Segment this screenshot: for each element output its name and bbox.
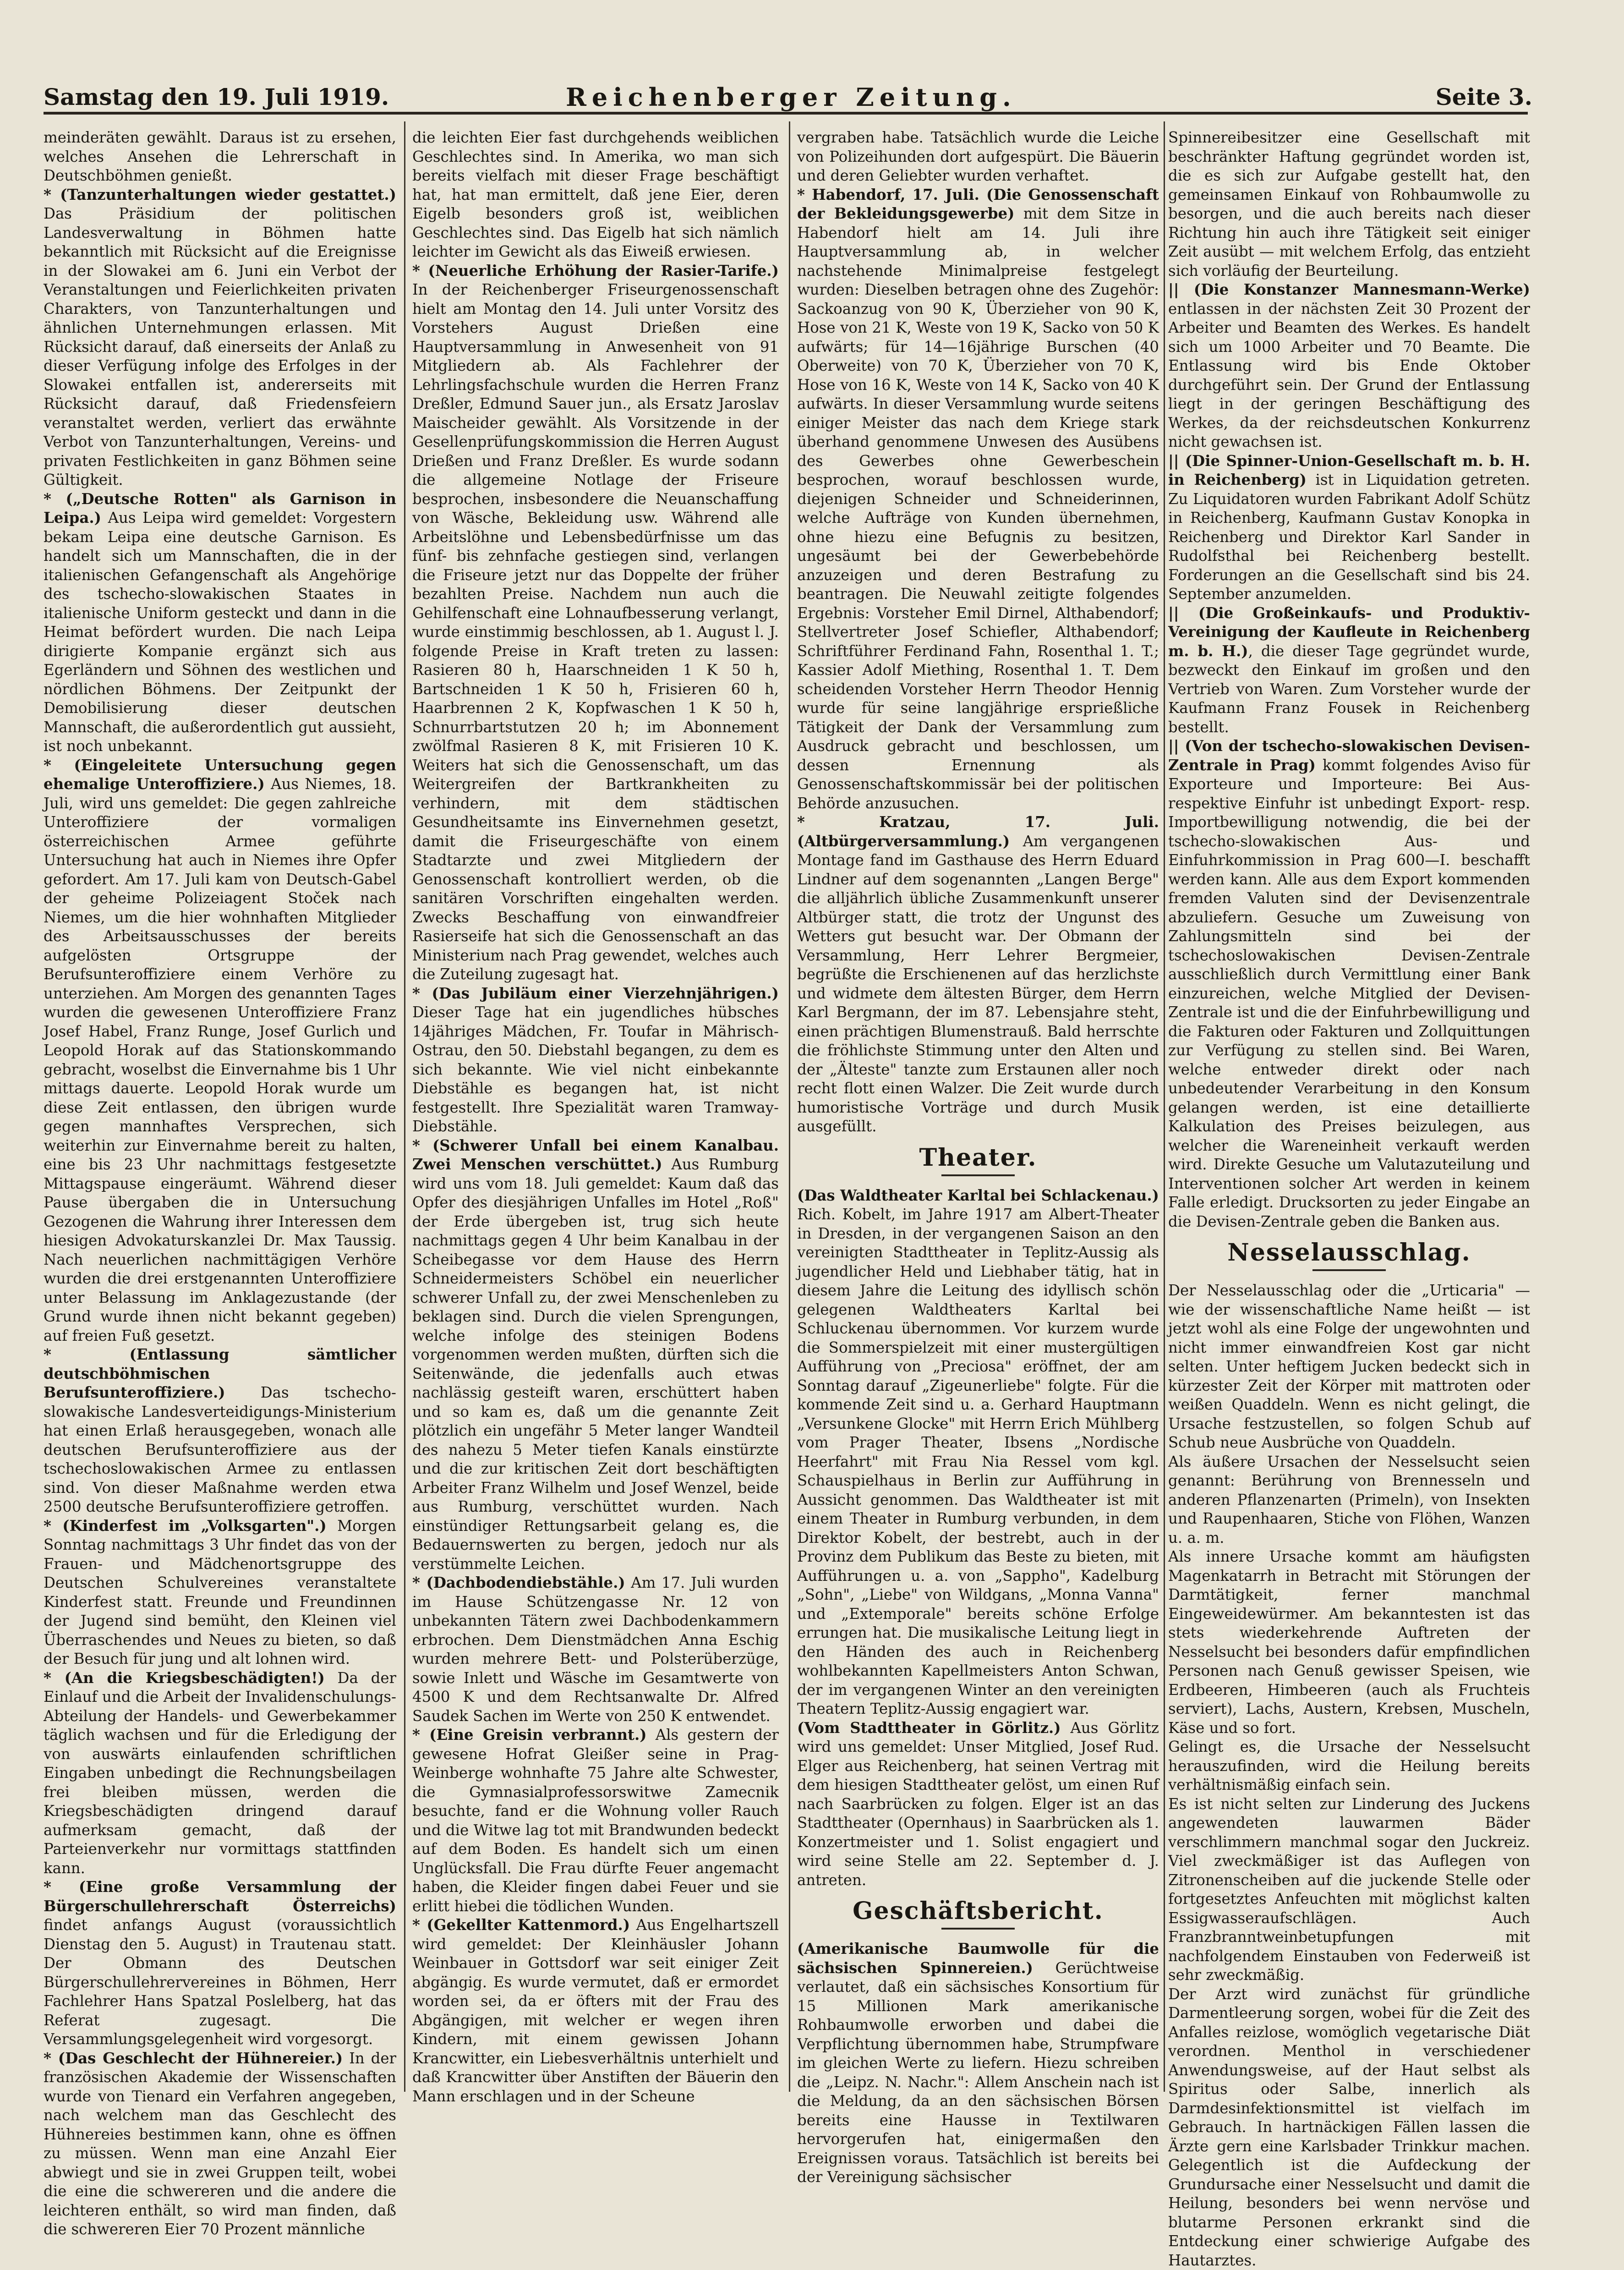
article-paragraph: * (Eine große Versammlung der Bürgerschullehrerschaft Österreichs) findet anfangs August (voraussichtlich Dienstag den 5. August) in Trautenau statt. Der Obmann des Deutschen Bürgerschullehrervereines in Böhmen, Herr Fachlehrer Hans Spatzal Poslelberg, hat das Referat zugesagt. Die Versammlungsgelegenheit wird vorgesorgt. [44, 1878, 396, 2049]
article-paragraph: Spinnereibesitzer eine Gesellschaft mit beschränkter Haftung gegründet worden ist, die es sich zur Aufgabe gestellt hat, den gemeinsamen Einkauf von Rohbaumwolle zu besorgen, und die auch bereits nach dieser Richtung hin auch ihre Tätigkeit seit einiger Zeit ausübt — mit welchem Erfolg, das entzieht sich vorläufig der Beurteilung. [1168, 128, 1530, 280]
article-paragraph: * (Eine Greisin verbrannt.) Als gestern der gewesene Hofrat Gleißer seine in Prag-Weinberge wohnhafte 75 Jahre alte Schwester, die Gymnasialprofessorswitwe Zamecnik besuchte, fand er die Wohnung voller Rauch und die Witwe lag tot mit Brandwunden bedeckt auf dem Boden. Es handelt sich um einen Unglücksfall. Die Frau dürfte Feuer angemacht haben, die Kleider fingen dabei Feuer und sie erlitt hiebei die tödlichen Wunden. [412, 1726, 779, 1916]
article-paragraph: (Das Waldtheater Karltal bei Schlackenau.) Rich. Kobelt, im Jahre 1917 am Albert-Theater in Dresden, in der vergangenen Saison an den vereinigten Stadttheater in Teplitz-Aussig als jugendlicher Held und Liebhaber tätig, hat in diesem Jahre die Leitung des idyllisch schön gelegenen Waldtheaters Karltal bei Schluckenau übernommen. Vor kurzem wurde die Sommerspielzeit mit einer mustergültigen Aufführung von „Preciosa" eröffnet, der am Sonntag darauf „Zigeunerliebe" folgte. Für die kommende Zeit sind u. a. Gerhard Hauptmann „Versunkene Glocke" mit Herrn Erich Mühlberg vom Prager Theater, Ibsens „Nordische Heerfahrt" mit Frau Nia Ressel vom kgl. Schauspielhaus in Berlin zur Aufführung in Aussicht genommen. Das Waldtheater ist mit einem Theater in Rumburg verbunden, in dem Direktor Kobelt, der bestrebt, auch in der Provinz dem Publikum das Beste zu bieten, mit Aufführungen u. a. von „Sappho", Kadelburg „Sohn", „Liebe" von Wildgans, „Monna Vanna" und „Extemporale" bereits schöne Erfolge errungen hat. Die musikalische Leitung liegt in den Händen des auch in Reichenberg wohlbekannten Kapellmeisters Anton Schwan, der im vergangenen Winter an den vereinigten Theatern Teplitz-Aussig engagiert war. [797, 1186, 1159, 1719]
section-heading: Theater. [797, 1144, 1159, 1176]
section-rule [941, 1174, 1015, 1176]
article-paragraph: Gelingt es, die Ursache der Nesselsucht herauszufinden, wird die Heilung bereits verhältnismäßig einfach sein. [1168, 1738, 1530, 1795]
article-paragraph: * (An die Kriegsbeschädigten!) Da der Einlauf und die Arbeit der Invalidenschulungs-Abteilung der Handels- und Gewerbekammer täglich wachsen und für die Erledigung der von auswärts einlaufenden schriftlichen Eingaben unbedingt die Rechnungsbeilagen frei bleiben müssen, werden die Kriegsbeschädigten dringend darauf aufmerksam gemacht, daß der Parteienverkehr nur vormittags stattfinden kann. [44, 1669, 396, 1878]
article-paragraph: (Amerikanische Baumwolle für die sächsischen Spinnereien.) Gerüchtweise verlautet, daß ein sächsisches Konsortium für 15 Millionen Mark amerikanische Rohbaumwolle erworben und dabei die Verpflichtung übernommen habe, Strumpfware im gleichen Werte zu liefern. Hiezu schreiben die „Leipz. N. Nachr.": Allem Anschein nach ist die Meldung, da an den sächsischen Börsen bereits eine Hausse in Textilwaren hervorgerufen hat, einigermaßen den Ereignissen voraus. Tatsächlich ist bereits bei der Vereinigung sächsischer [797, 1940, 1159, 2187]
article-paragraph: || (Die Spinner-Union-Gesellschaft m. b. H. in Reichenberg) ist in Liquidation getreten. Zu Liquidatoren wurden Fabrikant Adolf Schütz in Reichenberg, Kaufmann Gustav Konopka in Reichenberg und Direktor Karl Sander in Rudolfsthal bei Reichenberg bestellt. Forderungen an die Gesellschaft sind bis 24. September anzumelden. [1168, 452, 1530, 604]
article-paragraph: * (Neuerliche Erhöhung der Rasier-Tarife.) In der Reichenberger Friseurgenossenschaft hielt am Montag den 14. Juli unter Vorsitz des Vorstehers August Drießen eine Hauptversammlung in Anwesenheit von 91 Mitgliedern ab. Als Fachlehrer der Lehrlingsfachschule wurden die Herren Franz Dreßler, Edmund Sauer jun., als Ersatz Jaroslav Maischeider gewählt. Als Vorsitzende in der Gesellenprüfungskommission die Herren August Drießen und Franz Dreßler. Es wurde sodann die allgemeine Notlage der Friseure besprochen, insbesondere die Neuanschaffung von Wäsche, Bekleidung usw. Während alle Arbeitslöhne und Lebensbedürfnisse um das fünf- bis zehnfache gestiegen sind, verlangen die Friseure jetzt nur das Doppelte der früher bezahlten Preise. Nachdem nun auch die Gehilfenschaft eine Lohnaufbesserung verlangt, wurde einstimmig beschlossen, ab 1. August l. J. folgende Preise in Kraft treten zu lassen: Rasieren 80 h, Haarschneiden 1 K 50 h, Bartschneiden 1 K 50 h, Frisieren 60 h, Haarbrennen 2 K, Kopfwaschen 1 K 50 h, Schnurrbartstutzen 20 h; im Abonnement zwölfmal Rasieren 8 K, mit Frisieren 10 K. Weiters hat sich die Genossenschaft, um das Weitergreifen der Bartkrankheiten zu verhindern, mit dem städtischen Gesundheitsamte ins Einvernehmen gesetzt, damit die Friseurgeschäfte von einem Stadtarzte und zwei Mitgliedern der Genossenschaft kontrolliert werden, ob die sanitären Vorschriften eingehalten werden. Zwecks Beschaffung von einwandfreier Rasierseife hat sich die Genossenschaft an das Ministerium nach Prag gewendet, welches auch die Zuteilung zugesagt hat. [412, 262, 779, 984]
article-paragraph: * (Schwerer Unfall bei einem Kanalbau. Zwei Menschen verschüttet.) Aus Rumburg wird uns vom 18. Juli gemeldet: Kaum daß das Opfer des diesjährigen Unfalles im Hotel „Roß" der Erde übergeben ist, trug sich heute nachmittags gegen 4 Uhr beim Kanalbau in der Scheibegasse vor dem Hause des Herrn Schneidermeisters Schöbel ein neuerlicher schwerer Unfall zu, der zwei Menschenleben zu beklagen sind. Durch die vielen Sprengungen, welche infolge des steinigen Bodens vorgenommen werden mußten, dürften sich die Seitenwände, die jedenfalls auch etwas nachlässig gesteift waren, erschüttert haben und so kam es, daß um die genannte Zeit plötzlich ein ungefähr 5 Meter langer Wandteil des nahezu 5 Meter tiefen Kanals einstürzte und die zur kritischen Zeit dort beschäftigten Arbeiter Franz Wilhelm und Josef Wenzel, beide aus Rumburg, verschüttet wurden. Nach einstündiger Rettungsarbeit gelang es, die Bedauernswerten zu bergen, jedoch nur als verstümmelte Leichen. [412, 1136, 779, 1574]
article-paragraph: die leichten Eier fast durchgehends weiblichen Geschlechtes sind. In Amerika, wo man sich bereits vielfach mit dieser Frage beschäftigt hat, hat man ermittelt, daß jene Eier, deren Eigelb besonders groß ist, weiblichen Geschlechtes sind. Das Eigelb hat sich nämlich leichter im Gewicht als das Eiweiß erwiesen. [412, 128, 779, 262]
column-rule [1164, 121, 1165, 2092]
page-number: Seite 3. [1436, 83, 1532, 110]
column-rule [404, 121, 405, 2092]
section-heading: Geschäftsbericht. [797, 1897, 1159, 1930]
newspaper-title: Reichenberger Zeitung. [566, 82, 1017, 112]
section-heading: Nesselausschlag. [1168, 1239, 1530, 1271]
article-paragraph: Es ist nicht selten zur Linderung des Juckens angewendeten lauwarmen Bäder verschlimmern manchmal sogar den Juckreiz. Viel zweckmäßiger ist das Auflegen von Zitronenscheiben auf die juckende Stelle oder fortgesetztes Anfeuchten mit möglichst kalten Essigwasseraufschlägen. Auch Franzbranntweinbetupfungen mit nachfolgendem Einstauben von Federweiß ist sehr zweckmäßig. [1168, 1795, 1530, 1985]
article-paragraph: * (Dachbodendiebstähle.) Am 17. Juli wurden im Hause Schützengasse Nr. 12 von unbekannten Tätern zwei Dachbodenkammern erbrochen. Dem Dienstmädchen Anna Eschig wurden mehrere Bett- und Polsterüberzüge, sowie Inlett und Wäsche im Gesamtwerte von 4500 K und dem Rechtsanwalte Dr. Alfred Saudek Sachen im Werte von 250 K entwendet. [412, 1574, 779, 1726]
article-paragraph: vergraben habe. Tatsächlich wurde die Leiche von Polizeihunden dort aufgespürt. Die Bäuerin und deren Geliebter wurden verhaftet. [797, 128, 1159, 186]
section-rule [941, 1928, 1015, 1930]
article-paragraph: || (Die Konstanzer Mannesmann-Werke) entlassen in der nächsten Zeit 30 Prozent der Arbeiter und Beamten des Werkes. Es handelt sich um 1000 Arbeiter und 70 Beamte. Die Entlassung wird bis Ende Oktober durchgeführt sein. Der Grund der Entlassung liegt in der geringen Beschäftigung des Werkes, da der reichsdeutschen Konkurrenz nicht gewachsen ist. [1168, 280, 1530, 452]
article-paragraph: Als innere Ursache kommt am häufigsten Magenkatarrh in Betracht mit Störungen der Darmtätigkeit, ferner manchmal Eingeweidewürmer. Am bekanntesten ist das stets wiederkehrende Auftreten der Nesselsucht bei besonders dafür empfindlichen Personen nach Genuß gewisser Speisen, wie Erdbeeren, Himbeeren (auch als Fruchteis serviert), Lachs, Austern, Krebsen, Muscheln, Käse und so fort. [1168, 1547, 1530, 1738]
article-paragraph: * („Deutsche Rotten" als Garnison in Leipa.) Aus Leipa wird gemeldet: Vorgestern bekam Leipa eine deutsche Garnison. Es handelt sich um Mannschaften, die in der italienischen Gefangenschaft als Angehörige des tschecho-slowakischen Staates in italienische Uniform gesteckt und dann in die Heimat befördert wurden. Die nach Leipa dirigierte Kompanie ergänzt sich aus Egerländern und Söhnen des westlichen und nördlichen Böhmens. Der Zeitpunkt der Demobilisierung dieser deutschen Mannschaft, die außerordentlich gut aussieht, ist noch unbekannt. [44, 490, 396, 756]
column-rule [789, 121, 790, 2092]
column-4 [1168, 128, 1530, 2144]
article-paragraph: || (Von der tschecho-slowakischen Devisen-Zentrale in Prag) kommt folgendes Aviso für Exporteure und Importeure: Bei Aus- respektive Einfuhr ist unbedingt Export- resp. Importbewilligung notwendig, die bei der tschecho-slowakischen Aus- und Einfuhrkommission in Prag 600—I. beschafft werden kann. Alle aus dem Export kommenden fremden Valuten sind der Devisenzentrale abzuliefern. Gesuche um Zuweisung von Zahlungsmitteln sind bei der tschechoslowakischen Devisen-Zentrale ausschließlich durch Vermittlung einer Bank einzureichen, welche Mitglied der Devisen-Zentrale ist und die der Einfuhrbewilligung und die Fakturen oder Fakturen und Zollquittungen zur Verfügung zu stellen sind. Bei Waren, welche entweder direkt oder nach unbedeutender Verarbeitung in den Konsum gelangen werden, ist eine detaillierte Kalkulation des Preises beizulegen, aus welcher die Wareneinheit verkauft werden wird. Direkte Gesuche um Valutazuteilung und Interventionen solcher Art werden in keinem Falle erledigt. Drucksorten zu jeder Eingabe an die Devisen-Zentrale geben die Banken aus. [1168, 737, 1530, 1231]
section-rule [1312, 1269, 1386, 1271]
column-1 [44, 128, 396, 2144]
article-paragraph: meinderäten gewählt. Daraus ist zu ersehen, welches Ansehen die Lehrerschaft in Deutschböhmen genießt. [44, 128, 396, 186]
article-paragraph: Der Nesselausschlag oder die „Urticaria" — wie der wissenschaftliche Name heißt — ist jetzt wohl als eine Folge der ungewohnten und nicht immer einwandfreien Kost gar nicht selten. Unter heftigem Jucken bedeckt sich in kürzester Zeit der Körper mit mattroten oder weißen Quaddeln. Wenn es nicht gelingt, die Ursache festzustellen, so folgen Schub auf Schub neue Ausbrüche von Quaddeln. [1168, 1281, 1530, 1453]
article-paragraph: * (Das Geschlecht der Hühnereier.) In der französischen Akademie der Wissenschaften wurde von Tienard ein Verfahren angegeben, nach welchem man das Geschlecht des Hühnereies bestimmen kann, ohne es öffnen zu müssen. Wenn man eine Anzahl Eier abwiegt und sie in zwei Gruppen teilt, wobei die eine die schwereren und die andere die leichteren enthält, so wird man finden, daß die schwereren Eier 70 Prozent männliche [44, 2049, 396, 2239]
article-paragraph: || (Die Großeinkaufs- und Produktiv-Vereinigung der Kaufleute in Reichenberg m. b. H.), die dieser Tage gegründet wurde, bezweckt den Einkauf im großen und den Vertrieb von Waren. Zum Vorsteher wurde der Kaufmann Franz Fousek in Reichenberg bestellt. [1168, 604, 1530, 737]
article-paragraph: * Habendorf, 17. Juli. (Die Genossenschaft der Bekleidungsgewerbe) mit dem Sitze in Habendorf hielt am 14. Juli ihre Hauptversammlung ab, in welcher nachstehende Minimalpreise festgelegt wurden: Dieselben betragen ohne des Zugehör: Sackoanzug von 90 K, Überzieher von 90 K, Hose von 21 K, Weste von 19 K, Sacko von 50 K aufwärts; für 14—16jährige Burschen (40 Oberweite) von 70 K, Überzieher von 70 K, Hose von 16 K, Weste von 14 K, Sacko von 40 K aufwärts. In dieser Versammlung wurde seitens einiger Meister das nach dem Kriege stark überhand genommene Unwesen des Ausübens des Gewerbes ohne Gewerbeschein besprochen, worauf beschlossen wurde, diejenigen Schneider und Schneiderinnen, welche Aufträge von Kunden übernehmen, ohne hiezu eine Befugnis zu besitzen, ungesäumt bei der Gewerbebehörde anzuzeigen und deren Bestrafung zu beantragen. Die Neuwahl zeitigte folgendes Ergebnis: Vorsteher Emil Dirnel, Althabendorf; Stellvertreter Josef Schiefler, Althabendorf; Schriftführer Ferdinand Fahn, Rosenthal 1. T.; Kassier Adolf Miething, Rosenthal 1. T. Dem scheidenden Vorsteher Herrn Theodor Hennig wurde für seine langjährige ersprießliche Tätigkeit der Dank der Versammlung zum Ausdruck gebracht und beschlossen, um dessen Ernennung als Genossenschaftskommissär bei der politischen Behörde anzusuchen. [797, 186, 1159, 813]
article-paragraph: * (Tanzunterhaltungen wieder gestattet.) Das Präsidium der politischen Landesverwaltung in Böhmen hatte bekanntlich mit Rücksicht auf die Ereignisse in der Slowakei am 6. Juni ein Verbot der Veranstaltungen und Feierlichkeiten privaten Charakters, von Tanzunterhaltungen und ähnlichen Unternehmungen erlassen. Mit Rücksicht darauf, daß einerseits der Anlaß zu dieser Verfügung infolge des Erfolges in der Slowakei entfallen ist, andererseits mit Rücksicht darauf, daß Friedensfeiern veranstaltet werden, verliert das erwähnte Verbot von Tanzunterhaltungen, Vereins- und privaten Festlichkeiten in ganz Böhmen seine Gültigkeit. [44, 186, 396, 490]
article-paragraph: * (Kinderfest im „Volksgarten".) Morgen Sonntag nachmittags 3 Uhr findet das von der Frauen- und Mädchenortsgruppe des Deutschen Schulvereines veranstaltete Kinderfest statt. Freunde und Freundinnen der Jugend sind bemüht, den Kleinen viel Überraschendes und Neues zu bieten, so daß der Besuch für jung und alt lohnen wird. [44, 1517, 396, 1669]
article-paragraph: * (Eingeleitete Untersuchung gegen ehemalige Unteroffiziere.) Aus Niemes, 18. Juli, wird uns gemeldet: Die gegen zahlreiche Unteroffiziere der vormaligen österreichischen Armee geführte Untersuchung hat auch in Niemes ihre Opfer gefordert. Am 17. Juli kam von Deutsch-Gabel der geheime Polizeiagent Stoček nach Niemes, um die hier wohnhaften Mitglieder des Arbeitsausschusses der bereits aufgelösten Ortsgruppe der Berufsunteroffiziere einem Verhöre zu unterziehen. Am Morgen des genannten Tages wurden die gewesenen Unteroffiziere Franz Josef Habel, Franz Runge, Josef Gurlich und Leopold Horak auf das Stationskommando gebracht, woselbst die Einvernahme bis 1 Uhr mittags dauerte. Leopold Horak wurde um diese Zeit entlassen, den übrigen wurde gegen mannhaftes Versprechen, sich weiterhin zur Einvernahme bereit zu halten, eine bis 23 Uhr nachmittags festgesetzte Mittagspause eingeräumt. Während dieser Pause übergaben die in Untersuchung Gezogenen die Wahrung ihrer Interessen dem hiesigen Advokaturskanzlei Dr. Max Taussig. Nach neuerlichen nachmittägigen Verhöre wurden die drei erstgenannten Unteroffiziere unter Belassung im Anklagezustande (der Grund wurde ihnen nicht bekannt gegeben) auf freien Fuß gesetzt. [44, 756, 396, 1346]
article-paragraph: Der Arzt wird zunächst für gründliche Darmentleerung sorgen, wobei für die Zeit des Anfalles reizlose, womöglich vegetarische Diät verordnen. Menthol in verschiedener Anwendungsweise, auf der Haut selbst als Spiritus oder Salbe, innerlich als Darmdesinfektionsmittel ist vielfach im Gebrauch. In hartnäckigen Fällen lassen die Ärzte gern eine Karlsbader Trinkkur machen. Gelegentlich ist die Aufdeckung der Grundursache einer Nesselsucht und damit die Heilung, besonders bei wenn nervöse und blutarme Personen erkrankt sind die Entdeckung einer schwierige Aufgabe des Hautarztes. [1168, 1985, 1530, 2270]
article-paragraph: * Kratzau, 17. Juli. (Altbürgerversammlung.) Am vergangenen Montage fand im Gasthause des Herrn Eduard Lindner auf dem sogenannten „Langen Berge" die alljährlich übliche Zusammenkunft unserer Altbürger statt, die trotz der Ungunst des Wetters gut besucht war. Der Obmann der Versammlung, Herr Lehrer Bergmeier, begrüßte die Erschienenen auf das herzlichste und widmete dem ältesten Bürger, dem Herrn Karl Bergmann, der im 87. Lebensjahre steht, einen prächtigen Blumenstrauß. Bald herrschte die fröhlichste Stimmung unter den Alten und der „Älteste" tanzte zum Erstaunen aller noch recht flott einen Walzer. Die Zeit wurde durch humoristische Vorträge und durch Musik ausgefüllt. [797, 813, 1159, 1136]
column-2 [412, 128, 779, 2144]
article-paragraph: (Vom Stadttheater in Görlitz.) Aus Görlitz wird uns gemeldet: Unser Mitglied, Josef Rud. Elger aus Reichenberg, hat seinen Vertrag mit dem hiesigen Stadttheater gelöst, um einen Ruf nach Saarbrücken zu folgen. Elger ist an das Stadttheater (Opernhaus) in Saarbrücken als 1. Konzertmeister und 1. Solist engagiert und wird seine Stelle am 22. September d. J. antreten. [797, 1719, 1159, 1890]
article-paragraph: * (Entlassung sämtlicher deutschböhmischen Berufsunteroffiziere.) Das tschecho-slowakische Landesverteidigungs-Ministerium hat einen Erlaß herausgegeben, wonach alle deutschen Berufsunteroffiziere aus der tschechoslowakischen Armee zu entlassen sind. Von dieser Maßnahme werden etwa 2500 deutsche Berufsunteroffiziere getroffen. [44, 1345, 396, 1517]
article-paragraph: * (Gekellter Kattenmord.) Aus Engelhartszell wird gemeldet: Der Kleinhäusler Johann Weinbauer in Gottsdorf war seit einiger Zeit abgängig. Es wurde vermutet, daß er ermordet worden sei, da er öfters mit der Frau des Abgängigen, mit welcher er wegen ihren Kindern, mit einem gewissen Johann Krancwitter, ein Liebesverhältnis unterhielt und daß Krancwitter über Anstiften der Bäuerin den Mann erschlagen und in der Scheune [412, 1916, 779, 2106]
column-3 [797, 128, 1159, 2144]
article-paragraph: Als äußere Ursachen der Nesselsucht seien genannt: Berührung von Brennesseln und anderen Pflanzenarten (Primeln), von Insekten und Raupenhaaren, Stiche von Flöhen, Wanzen u. a. m. [1168, 1453, 1530, 1548]
article-paragraph: * (Das Jubiläum einer Vierzehnjährigen.) Dieser Tage hat ein jugendliches hübsches 14jähriges Mädchen, Fr. Toufar in Mährisch-Ostrau, den 50. Diebstahl begangen, zu dem es sich bekannte. Wie viel nicht einbekannte Diebstähle es begangen hat, ist nicht festgestellt. Ihre Spezialität waren Tramway-Diebstähle. [412, 984, 779, 1136]
issue-date: Samstag den 19. Juli 1919. [44, 83, 389, 110]
running-head [44, 83, 1528, 115]
